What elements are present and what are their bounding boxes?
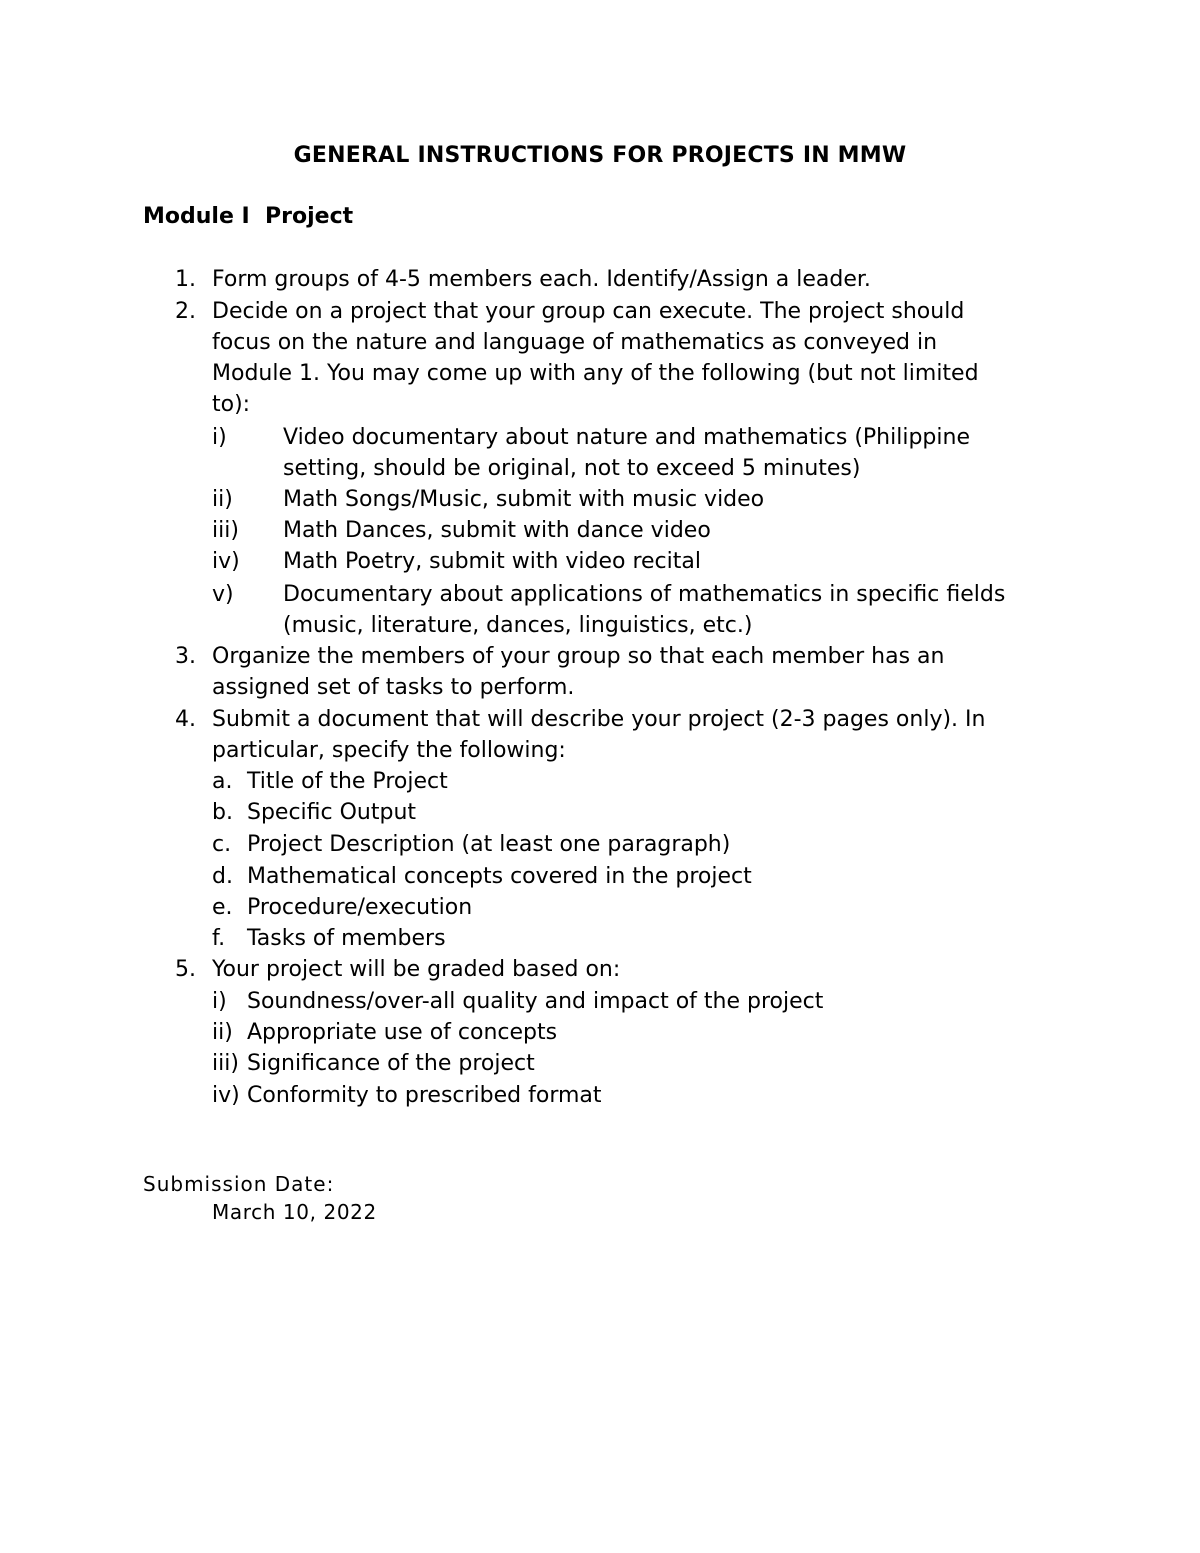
list-text: Submit a document that will describe your project (2-3 pages only). In [212,707,986,732]
list-text: Module 1. You may come up with any of the following (but not limited [212,361,979,386]
list-number: 3. [175,644,196,669]
list-number: 4. [175,707,196,732]
list-text: focus on the nature and language of mathematics as conveyed in [212,330,938,355]
sub-marker: b. [212,800,233,825]
sub-marker: c. [212,832,232,857]
sub-marker: e. [212,895,233,920]
option-marker: iv) [212,549,240,574]
criteria-marker: iv) [212,1083,240,1108]
module-heading: Module I Project [143,204,354,229]
option-text: setting, should be original, not to exceed 5 minutes) [283,456,861,481]
list-text: Organize the members of your group so that each member has an [212,644,945,669]
option-marker: ii) [212,487,233,512]
sub-marker: d. [212,864,233,889]
sub-marker: f. [212,926,226,951]
sub-text: Procedure/execution [247,895,473,920]
submission-date: March 10, 2022 [212,1200,377,1224]
criteria-text: Conformity to prescribed format [247,1083,602,1108]
list-text: particular, specify the following: [212,738,566,763]
criteria-text: Soundness/over-all quality and impact of the project [247,989,824,1014]
option-text: Math Songs/Music, submit with music video [283,487,765,512]
list-text: Decide on a project that your group can execute. The project should [212,299,965,324]
option-text: Math Poetry, submit with video recital [283,549,701,574]
sub-text: Title of the Project [247,769,448,794]
criteria-marker: i) [212,989,227,1014]
option-marker: v) [212,582,234,607]
list-number: 1. [175,267,196,292]
option-text: Documentary about applications of mathematics in specific fields [283,582,1006,607]
option-marker: i) [212,425,227,450]
list-text: Form groups of 4-5 members each. Identify/Assign a leader. [212,267,871,292]
sub-text: Tasks of members [247,926,446,951]
document-title: GENERAL INSTRUCTIONS FOR PROJECTS IN MMW [293,143,907,168]
submission-label: Submission Date: [143,1172,335,1196]
list-number: 2. [175,299,196,324]
criteria-text: Appropriate use of concepts [247,1020,558,1045]
sub-text: Specific Output [247,800,417,825]
list-text: assigned set of tasks to perform. [212,675,575,700]
criteria-marker: iii) [212,1051,239,1076]
option-text: Math Dances, submit with dance video [283,518,711,543]
sub-marker: a. [212,769,233,794]
option-text: (music, literature, dances, linguistics, etc.) [283,613,753,638]
sub-text: Mathematical concepts covered in the project [247,864,752,889]
criteria-marker: ii) [212,1020,233,1045]
criteria-text: Significance of the project [247,1051,535,1076]
option-text: Video documentary about nature and mathematics (Philippine [283,425,970,450]
option-marker: iii) [212,518,239,543]
list-text: to): [212,392,251,417]
list-text: Your project will be graded based on: [212,957,621,982]
list-number: 5. [175,957,196,982]
sub-text: Project Description (at least one paragraph) [247,832,731,857]
